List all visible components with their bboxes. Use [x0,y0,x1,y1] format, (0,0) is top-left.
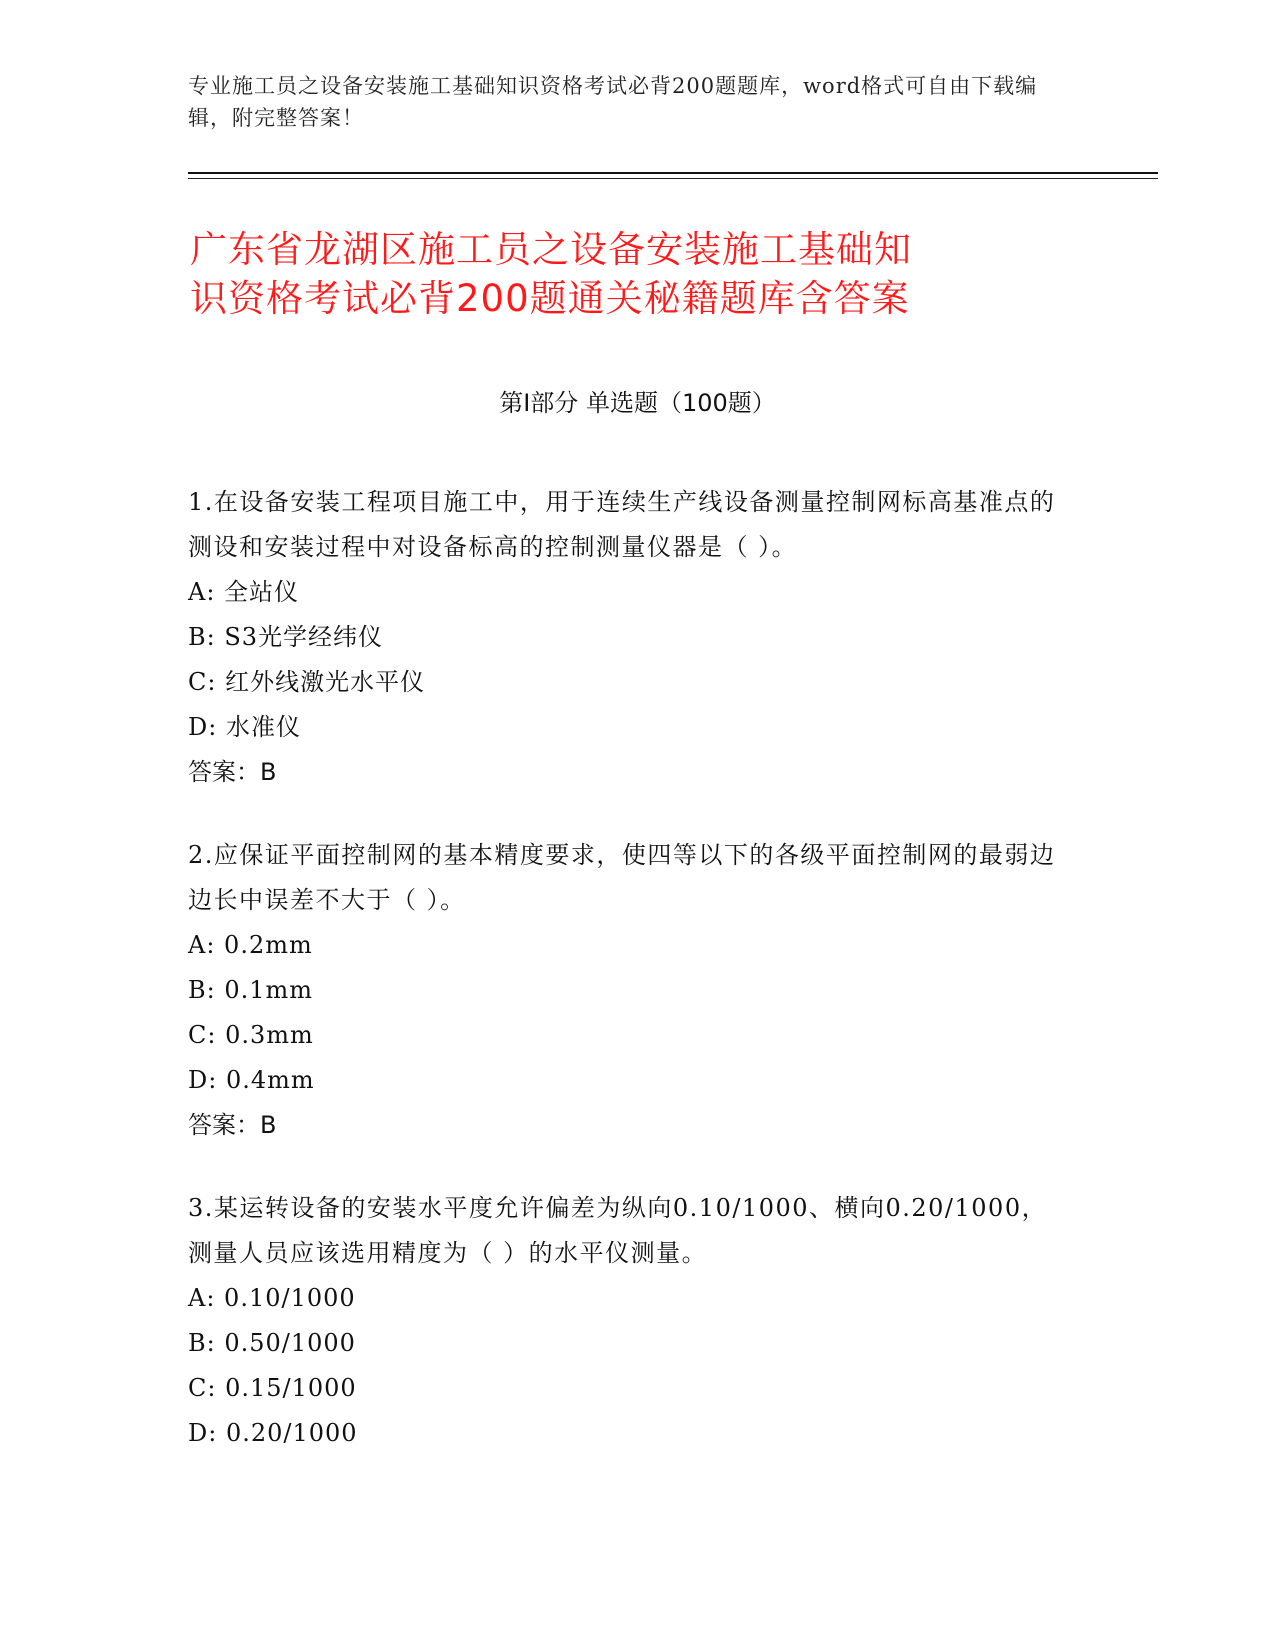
answer: 答案：B [188,758,277,786]
option-b: B: S3光学经纬仪 [188,623,384,651]
document-title [190,225,1090,323]
option-d: D: 0.4mm [188,1066,315,1094]
question-3 [188,1186,1068,1456]
section-heading: 第Ⅰ部分 单选题（100题） [499,389,776,417]
header-rule-top [188,172,1158,174]
option-a: A: 0.10/1000 [188,1284,356,1312]
question-1 [188,480,1068,795]
option-a: A: 0.2mm [188,931,313,959]
answer: 答案：B [188,1111,277,1139]
option-c: C: 0.3mm [188,1021,314,1049]
question-2 [188,833,1068,1148]
option-a: A: 全站仪 [188,578,300,606]
question-list [188,480,1068,1494]
question-stem: 1.在设备安装工程项目施工中，用于连续生产线设备测量控制网标高基准点的测设和安装过程中对设备标高的控制测量仪器是（ ）。 [188,488,1056,561]
option-c: C: 0.15/1000 [188,1374,357,1402]
option-c: C: 红外线激光水平仪 [188,668,426,696]
question-stem: 3.某运转设备的安装水平度允许偏差为纵向0.10/1000、横向0.20/1000，测量人员应该选用精度为（ ）的水平仪测量。 [188,1194,1048,1267]
option-b: B: 0.1mm [188,976,314,1004]
option-d: D: 水准仪 [188,713,301,741]
header-rule-bottom [188,178,1158,179]
document-title-line-1: 广东省龙湖区施工员之设备安装施工基础知 [190,228,912,271]
header-note: 专业施工员之设备安装施工基础知识资格考试必背200题题库，word格式可自由下载编辑，附完整答案！ [188,74,1038,130]
question-stem: 2.应保证平面控制网的基本精度要求，使四等以下的各级平面控制网的最弱边边长中误差不大于（ ）。 [188,841,1056,914]
option-b: B: 0.50/1000 [188,1329,356,1357]
document-title-line-2: 识资格考试必背200题通关秘籍题库含答案 [190,277,910,320]
option-d: D: 0.20/1000 [188,1419,358,1447]
